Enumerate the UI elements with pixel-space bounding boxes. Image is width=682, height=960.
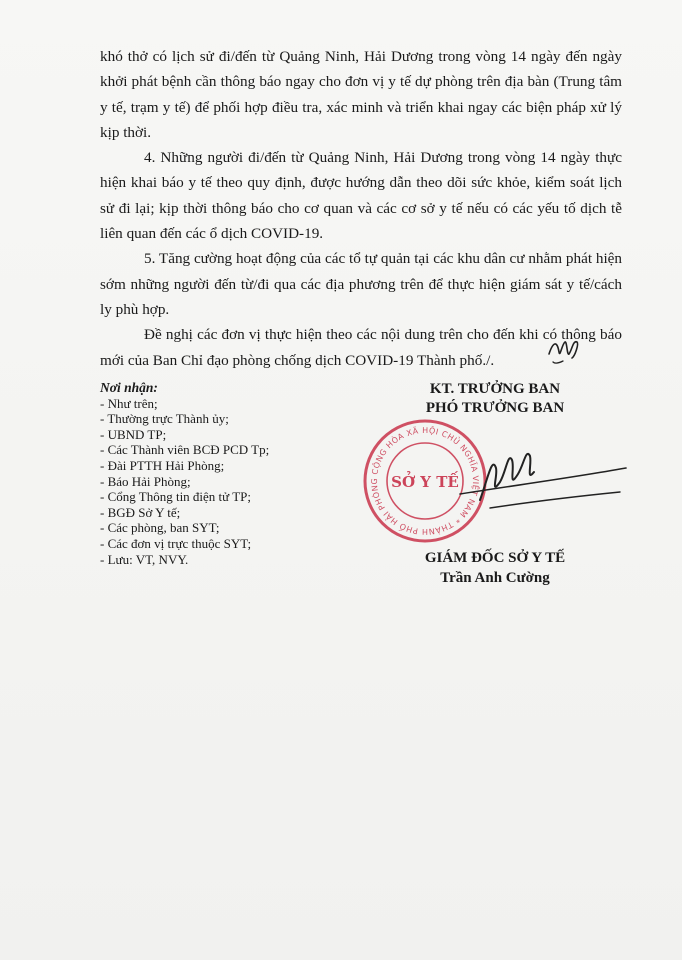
- signer-identity: [380, 548, 610, 588]
- body-paragraph-item-4: 4. Những người đi/đến từ Quảng Ninh, Hải Dương trong vòng 14 ngày thực hiện khai báo y tế theo quy định, được hướng dẫn theo dõi sức khỏe, kiểm soát lịch sử đi lại; kịp thời thông báo cho cơ quan và các cơ sở y tế nếu có các yếu tố dịch tễ liên quan đến các ổ dịch COVID-19.: [100, 149, 622, 243]
- recipients-heading: Nơi nhận:: [100, 380, 158, 395]
- body-paragraph-request: Đề nghị các đơn vị thực hiện theo các nội dung trên cho đến khi có thông báo mới của Ban Chỉ đạo phòng chống dịch COVID-19 Thành phố./.: [100, 326, 622, 369]
- recipients-items: [100, 396, 360, 568]
- body-paragraph-continued: khó thở có lịch sử đi/đến từ Quảng Ninh, Hải Dương trong vòng 14 ngày đến ngày khởi phát bệnh cần thông báo ngay cho đơn vị y tế dự phòng trên địa bàn (Trung tâm y tế, trạm y tế) để phối hợp điều tra, xác minh và triển khai ngay các biện pháp xử lý kịp thời.: [100, 48, 622, 141]
- recipient-item: - UBND TP;: [100, 426, 167, 442]
- recipient-item: - Các đơn vị trực thuộc SYT;: [100, 535, 252, 551]
- recipients-list: [100, 380, 360, 567]
- recipient-item: - Lưu: VT, NVY.: [100, 551, 189, 567]
- recipient-item: - BGĐ Sở Y tế;: [100, 504, 181, 520]
- signer-authority: [380, 380, 610, 418]
- signer-name: Trần Anh Cường: [440, 570, 550, 586]
- document-body: [100, 44, 622, 373]
- recipient-item: - Như trên;: [100, 395, 158, 411]
- recipient-item: - Đài PTTH Hải Phòng;: [100, 457, 225, 473]
- initial-mark-icon: [545, 332, 585, 370]
- handwritten-signature-icon: [430, 438, 630, 518]
- signer-line-1: KT. TRƯỞNG BAN: [429, 381, 561, 397]
- recipient-item: - Cổng Thông tin điện tử TP;: [100, 489, 252, 505]
- recipient-item: - Thường trực Thành ủy;: [100, 411, 229, 427]
- body-paragraph-item-5: 5. Tăng cường hoạt động của các tổ tự quản tại các khu dân cư nhằm phát hiện sớm những người đến từ/đi qua các địa phương trên để thực hiện giám sát y tế/cách ly phù hợp.: [100, 250, 622, 318]
- recipient-item: - Các phòng, ban SYT;: [100, 520, 220, 536]
- signer-title: GIÁM ĐỐC SỞ Y TẾ: [424, 550, 566, 566]
- svg-text:CỘNG HÒA XÃ HỘI CHỦ NGHĨA VIỆT: CỘNG HÒA XÃ HỘI CHỦ NGHĨA VIỆT NAM * THÀNH PHỐ HẢI PHÒNG: [369, 425, 481, 537]
- signer-line-2: PHÓ TRƯỞNG BAN: [425, 400, 565, 416]
- svg-text:SỞ Y TẾ: SỞ Y TẾ: [391, 473, 459, 491]
- recipient-item: - Báo Hải Phòng;: [100, 473, 191, 489]
- recipient-item: - Các Thành viên BCĐ PCD Tp;: [100, 442, 270, 458]
